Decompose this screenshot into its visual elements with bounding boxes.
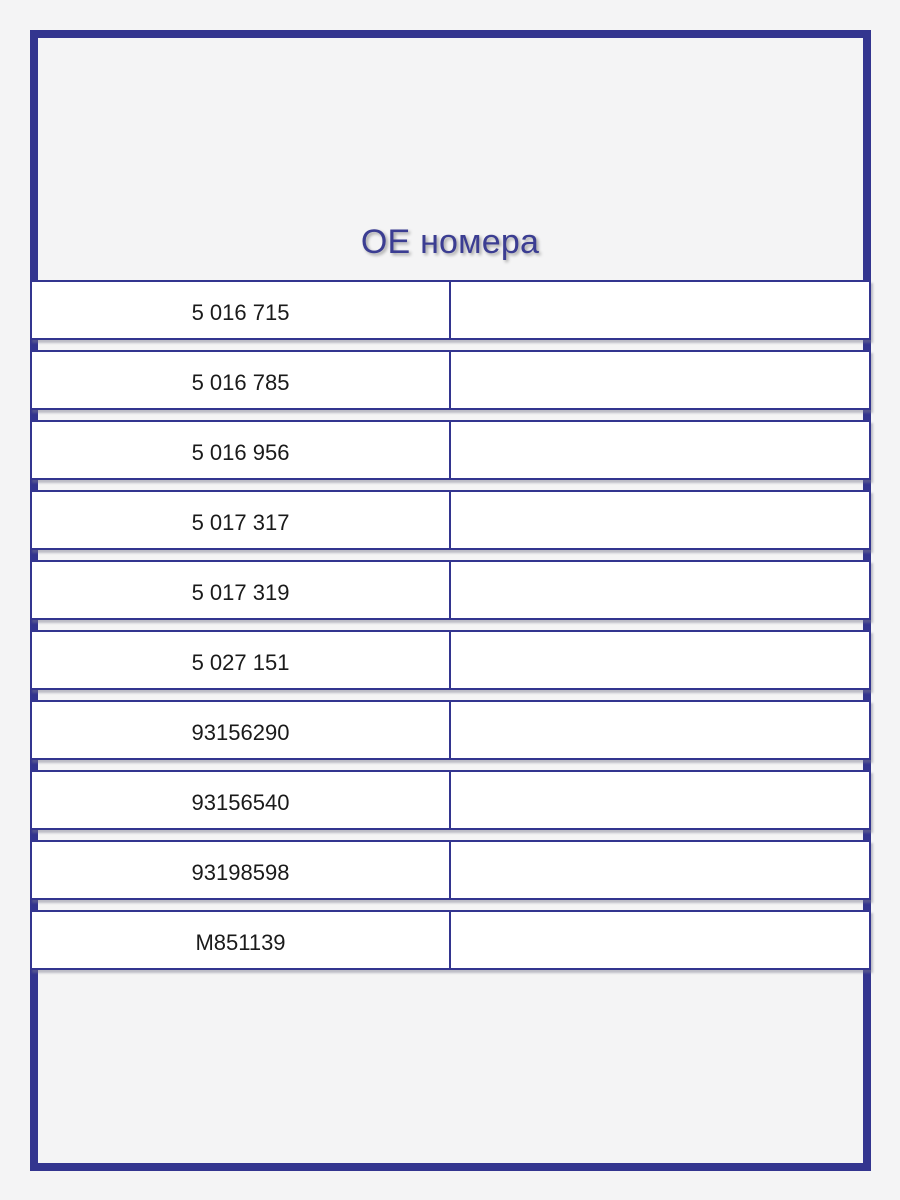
oe-number-cell: 5 016 785	[32, 352, 451, 408]
note-cell	[451, 352, 869, 408]
note-cell	[451, 492, 869, 548]
table-row	[30, 770, 871, 830]
table-row	[30, 630, 871, 690]
oe-number-cell: 93156290	[32, 702, 451, 758]
oe-number-cell: 5 017 317	[32, 492, 451, 548]
note-cell	[451, 422, 869, 478]
table-row	[30, 420, 871, 480]
note-cell	[451, 772, 869, 828]
oe-number-cell: 93156540	[32, 772, 451, 828]
oe-number-cell: 5 016 715	[32, 282, 451, 338]
note-cell	[451, 562, 869, 618]
page-title: OE номера	[360, 223, 540, 261]
note-cell	[451, 912, 869, 968]
note-cell	[451, 632, 869, 688]
table-row	[30, 700, 871, 760]
table-row	[30, 280, 871, 340]
table-row	[30, 560, 871, 620]
oe-number-cell: 5 027 151	[32, 632, 451, 688]
oe-number-cell: M851139	[32, 912, 451, 968]
note-cell	[451, 282, 869, 338]
table-row	[30, 840, 871, 900]
oe-numbers-table	[30, 280, 871, 980]
oe-number-cell: 5 017 319	[32, 562, 451, 618]
oe-number-cell: 5 016 956	[32, 422, 451, 478]
table-row	[30, 910, 871, 970]
oe-number-cell: 93198598	[32, 842, 451, 898]
table-row	[30, 490, 871, 550]
note-cell	[451, 842, 869, 898]
table-row	[30, 350, 871, 410]
note-cell	[451, 702, 869, 758]
